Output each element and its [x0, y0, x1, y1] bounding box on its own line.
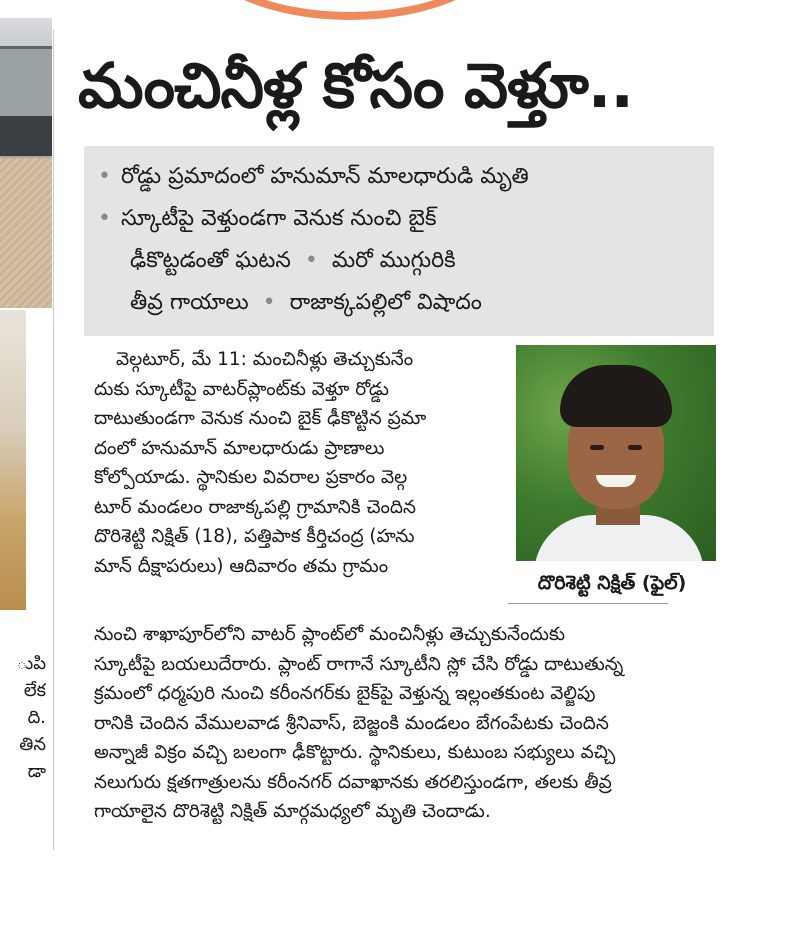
body-line: వెల్గటూర్, మే 11: మంచినీళ్లు తెచ్చుకునేం: [116, 349, 414, 370]
summary-line: తీవ్ర గాయాలు • రాజాక్కపల్లిలో విషాదం: [130, 290, 482, 315]
summary-line: ఢీకొట్టడంతో ఘటన • మరో ముగ్గురికి: [130, 248, 456, 273]
adjacent-line: తిన: [19, 734, 46, 755]
column-divider: [53, 30, 54, 850]
adjacent-line: ుపి: [16, 653, 46, 674]
body-line: టూర్ మండలం రాజాక్కపల్లి గ్రామానికి చెందిన: [94, 496, 416, 518]
adjacent-line: డా: [27, 761, 46, 782]
body-line: మాన్ దీక్షాపరులు) ఆదివారం తమ గ్రామం: [94, 555, 389, 577]
adjacent-article-text: [2, 650, 46, 785]
article-body-top: [94, 345, 502, 581]
adjacent-line: ది.: [27, 707, 46, 728]
summary-line: • రోడ్డు ప్రమాదంలో హనుమాన్ మాలధారుడి మృతి: [98, 164, 529, 189]
body-line: రానికి చెందిన వేములవాడ శ్రీనివాస్, బెజ్జంకి మండలం బేగంపేటకు చెందిన: [94, 712, 609, 734]
body-line: కోల్పోయాడు. స్థానికుల వివరాల ప్రకారం వెల్గ: [94, 467, 408, 488]
article-headline: మంచినీళ్ల కోసం వెళ్తూ..: [78, 49, 633, 122]
bullet-icon: •: [304, 248, 318, 273]
body-line: దాటుతుండగా వెనుక నుంచి బైక్ ఢీకొట్టిన ప్రమా: [94, 408, 427, 429]
portrait-photo: [516, 345, 716, 561]
bullet-icon: •: [262, 290, 276, 315]
bullet-icon: •: [98, 164, 111, 189]
adjacent-article-strip: [0, 0, 54, 860]
caption-underline: [508, 603, 668, 604]
bullet-icon: •: [98, 206, 111, 231]
body-line: స్కూటీపై బయలుదేరారు. ప్లాంట్ రాగానే స్కూటీని స్లో చేసి రోడ్డు దాటుతున్న: [94, 653, 624, 675]
body-line: నలుగురు క్షతగాత్రులను కరీంనగర్ దవాఖానకు తరలిస్తుండగా, తలకు తీవ్ర: [94, 771, 612, 793]
adjacent-photo-top: [0, 18, 52, 308]
decorative-arc: [190, 0, 510, 20]
body-line: దొరిశెట్టి నిక్షిత్ (18), పత్తిపాక కీర్తిచంద్ర (హను: [94, 526, 415, 547]
body-line: అన్నాజీ విక్రం వచ్చి బలంగా ఢీకొట్టారు. స్థానికులు, కుటుంబ సభ్యులు వచ్చి: [94, 742, 616, 763]
body-line: క్రమంలో ధర్మపురి నుంచి కరీంనగర్‌కు బైక్‌పై వెళ్తున్న ఇల్లంతకుంట వెల్జిపు: [94, 683, 596, 704]
adjacent-photo-bottom: [0, 310, 26, 610]
photo-caption: దొరిశెట్టి నిక్షిత్ (ఫైల్): [537, 572, 687, 594]
adjacent-line: లేక: [23, 680, 46, 701]
body-line: దంలో హనుమాన్ మాలధారుడు ప్రాణాలు: [94, 437, 385, 459]
summary-box: [84, 146, 714, 336]
summary-line: • స్కూటీపై వెళ్తుండగా వెనుక నుంచి బైక్: [98, 206, 437, 231]
article-body-bottom: [94, 620, 724, 827]
body-line: గాయాలైన దొరిశెట్టి నిక్షిత్ మార్గమధ్యలో మృతి చెందాడు.: [94, 801, 491, 822]
body-line: నుంచి శాఖాపూర్‌లోని వాటర్ ప్లాంట్‌లో మంచినీళ్లు తెచ్చుకునేందుకు: [94, 624, 566, 645]
body-line: దుకు స్కూటీపై వాటర్‌ప్లాంట్‌కు వెళ్తూ రోడ్డు: [94, 378, 389, 400]
